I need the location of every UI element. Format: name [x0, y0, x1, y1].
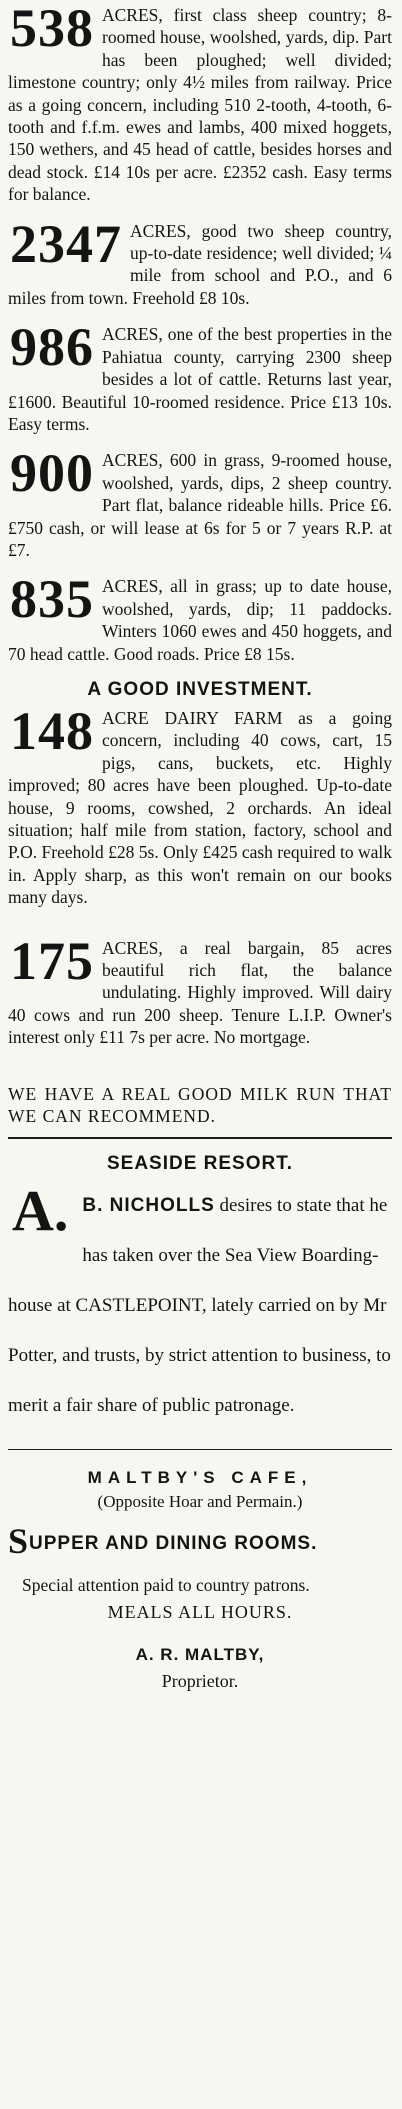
cafe-meals: MEALS ALL HOURS. — [107, 1602, 293, 1623]
listing-835 — [8, 569, 392, 665]
cafe-address: (Opposite Hoar and Permain.) — [97, 1492, 303, 1512]
divider — [8, 1449, 392, 1450]
seaside-heading: SEASIDE RESORT. — [106, 1153, 294, 1175]
cafe-special: Special attention paid to country patrons. — [22, 1575, 310, 1596]
listing-text: ACRES, all in grass; up to date house, woolshed, yards, dip; 11 paddocks. Winters 1060 ewes and 450 hoggets, and 70 head cattle. Good roads. Price £8 15s. — [8, 576, 392, 664]
cafe-heading — [8, 1520, 392, 1562]
seaside-notice — [8, 1178, 392, 1431]
cafe-title: MALTBY'S CAFE, — [87, 1468, 313, 1488]
listing-2347 — [8, 213, 392, 310]
listing-text: ACRES, first class sheep country; 8-roomed house, woolshed, yards, dip. Part has been ploughed; well divided; limestone country; only 4½ miles from railway. Price as a going concern, including 510 2-tooth, 4-tooth, 6-tooth and f.f.m. ewes and lambs, 400 mixed hoggets, 150 wethers, and 45 head of cattle, besides horses and dead stock. £14 10s per acre. £2352 cash. Easy terms for balance. — [8, 5, 392, 205]
proprietor-name: B. NICHOLLS — [82, 1195, 215, 1217]
listing-text: ACRES, a real bargain, 85 acres beautiful rich flat, the balance undulating. Highly improved. Will dairy 40 cows and run 200 sheep. Tenure L.I.P. Owner's interest only £11 7s per acre. No mortgage. — [8, 937, 392, 1048]
listing-text: ACRE DAIRY FARM as a going concern, including 40 cows, cart, 15 pigs, cans, buckets, etc. Highly improved; 80 acres have been ploughed. Up-to-date house, 9 rooms, cowshed, 2 orchards. An ideal situation; half mile from station, factory, school and P.O. Freehold £28 5s. Only £425 cash required to walk in. Apply sharp, as this won't remain on our books many days. — [8, 707, 392, 908]
milk-run-notice: WE HAVE A REAL GOOD MILK RUN THAT WE CAN RECOMMEND. — [8, 1083, 392, 1127]
cafe-proprietor-title: Proprietor. — [161, 1671, 239, 1692]
listing-number: 986 — [10, 317, 94, 378]
listing-148 — [8, 700, 392, 909]
listing-986 — [8, 317, 392, 435]
investment-heading: A GOOD INVESTMENT. — [87, 678, 313, 700]
listing-175 — [8, 930, 392, 1049]
drop-initial: A. — [12, 1178, 69, 1244]
listing-number: 175 — [10, 930, 94, 991]
listing-538 — [8, 0, 392, 206]
cafe-heading-initial: S — [8, 1521, 30, 1562]
listing-number: 835 — [10, 569, 94, 630]
listing-number: 900 — [10, 443, 94, 504]
cafe-heading-text: UPPER AND DINING ROOMS. — [29, 1533, 318, 1555]
listing-text: ACRES, good two sheep country, up-to-date residence; well divided; ¼ mile from school and P.O., and 6 miles from town. Freehold £8 10s. — [8, 220, 392, 308]
listing-number: 2347 — [10, 213, 122, 274]
listing-text: ACRES, 600 in grass, 9-roomed house, woolshed, yards, dips, 2 sheep country. Part flat, balance rideable hills. Price £6. £750 cash, or will lease at 6s for 5 or 7 years R.P. at £7. — [8, 450, 392, 560]
listing-text: ACRES, one of the best properties in the Pahiatua county, carrying 2300 sheep besides a lot of cattle. Returns last year, £1600. Beautiful 10-roomed residence. Price £13 10s. Easy terms. — [8, 324, 392, 434]
cafe-proprietor-name: A. R. MALTBY, — [135, 1645, 265, 1665]
listing-number: 148 — [10, 700, 94, 761]
listing-900 — [8, 443, 392, 561]
divider — [8, 1137, 392, 1139]
seaside-text: desires to state that he has taken over the Sea View Boarding-house at CASTLEPOINT, lately carried on by Mr Potter, and trusts, by strict attention to business, to merit a fair share of public patronage. — [8, 1195, 391, 1417]
listing-number: 538 — [10, 0, 94, 58]
